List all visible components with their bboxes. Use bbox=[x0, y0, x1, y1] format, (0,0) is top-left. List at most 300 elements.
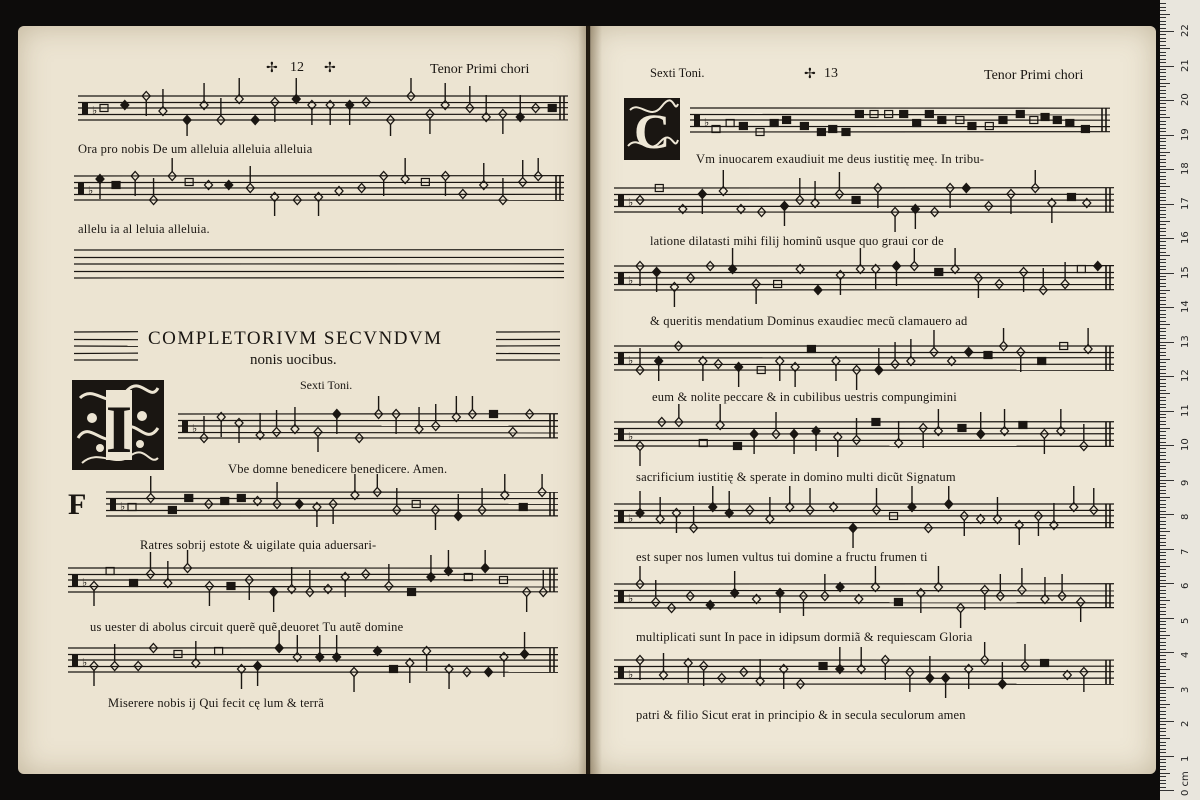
ruler-tick bbox=[1160, 580, 1166, 581]
ruler-label: 20 bbox=[1180, 93, 1191, 106]
ruler-tick bbox=[1160, 521, 1166, 522]
page-number-right: 13 bbox=[824, 66, 838, 81]
ruler-tick bbox=[1160, 128, 1166, 129]
measuring-ruler bbox=[1160, 0, 1200, 800]
svg-text:♭: ♭ bbox=[92, 105, 98, 117]
ruler-label: 15 bbox=[1180, 265, 1191, 279]
ruler-tick bbox=[1160, 555, 1166, 556]
ruler-tick bbox=[1160, 210, 1166, 211]
ruler-tick bbox=[1160, 424, 1166, 425]
ruler-tick bbox=[1160, 390, 1166, 391]
lyric-line-left-1: Ora pro nobis De um alleluia alleluia alleluia bbox=[78, 142, 313, 156]
svg-text:♭: ♭ bbox=[628, 593, 634, 605]
open-book bbox=[18, 26, 1156, 778]
ruler-tick bbox=[1160, 193, 1166, 194]
svg-text:♭: ♭ bbox=[628, 431, 634, 443]
page-number-left-ornament-2: ✢ bbox=[324, 61, 336, 76]
ruler-tick bbox=[1160, 762, 1166, 763]
ruler-tick bbox=[1160, 103, 1166, 104]
ruler-tick bbox=[1160, 335, 1166, 336]
ruler-tick bbox=[1160, 190, 1166, 191]
ruler-tick bbox=[1160, 231, 1166, 232]
ruler-tick bbox=[1160, 600, 1170, 601]
ruler-tick bbox=[1160, 514, 1174, 515]
ruler-tick bbox=[1160, 3, 1166, 4]
ruler-tick bbox=[1160, 704, 1170, 705]
ruler-tick bbox=[1160, 283, 1166, 284]
book-gutter bbox=[578, 26, 602, 774]
ruler-tick bbox=[1160, 417, 1166, 418]
svg-text:♭: ♭ bbox=[82, 657, 88, 669]
svg-text:♭: ♭ bbox=[628, 513, 634, 525]
decorative-rules-right bbox=[496, 326, 560, 364]
ruler-tick bbox=[1160, 659, 1166, 660]
ruler-tick bbox=[1160, 121, 1166, 122]
ruler-tick bbox=[1160, 490, 1166, 491]
ruler-tick bbox=[1160, 466, 1166, 467]
ruler-tick bbox=[1160, 52, 1166, 53]
svg-text:♭: ♭ bbox=[192, 423, 198, 435]
ruler-label: 12 bbox=[1180, 369, 1191, 382]
ruler-tick bbox=[1160, 328, 1166, 329]
ruler-tick bbox=[1160, 28, 1166, 29]
ruler-tick bbox=[1160, 300, 1166, 301]
ruler-tick bbox=[1160, 687, 1174, 688]
initial-letter-C: C bbox=[633, 103, 671, 159]
ruler-tick bbox=[1160, 680, 1166, 681]
staff-left-1 bbox=[78, 78, 568, 138]
ruler-label: 16 bbox=[1180, 231, 1191, 244]
svg-text:♭: ♭ bbox=[120, 501, 126, 513]
right-page bbox=[590, 26, 1156, 774]
ruler-tick bbox=[1160, 735, 1166, 736]
ruler-tick bbox=[1160, 110, 1166, 111]
ruler-tick bbox=[1160, 524, 1166, 525]
ruler-tick bbox=[1160, 462, 1170, 463]
ruler-tick bbox=[1160, 86, 1166, 87]
ruler-label: 8 bbox=[1180, 513, 1191, 520]
ruler-tick bbox=[1160, 583, 1174, 584]
ruler-tick bbox=[1160, 273, 1174, 274]
ruler-tick bbox=[1160, 135, 1174, 136]
staff-right-2 bbox=[614, 170, 1114, 234]
ruler-label: 1 bbox=[1180, 755, 1191, 762]
initial-letter-F: F bbox=[68, 488, 87, 521]
ruler-tick bbox=[1160, 400, 1166, 401]
ruler-tick bbox=[1160, 148, 1166, 149]
lyric-line-right-3: & queritis mendatium Dominus exaudiec mecũ clamauero ad bbox=[650, 314, 968, 328]
ruler-tick bbox=[1160, 348, 1166, 349]
lyric-line-right-2: latione dilatasti mihi filij hominũ usque quo graui cor de bbox=[650, 234, 944, 248]
ruler-tick bbox=[1160, 166, 1166, 167]
ruler-tick bbox=[1160, 221, 1170, 222]
ruler-label: 19 bbox=[1180, 127, 1191, 141]
ruler-tick bbox=[1160, 542, 1166, 543]
ruler-tick bbox=[1160, 10, 1166, 11]
ruler-tick bbox=[1160, 207, 1166, 208]
ruler-tick bbox=[1160, 652, 1174, 653]
ruler-tick bbox=[1160, 452, 1166, 453]
ruler-tick bbox=[1160, 504, 1166, 505]
ruler-tick bbox=[1160, 59, 1166, 60]
ruler-tick bbox=[1160, 393, 1170, 394]
ruler-tick bbox=[1160, 649, 1166, 650]
staff-left-5 bbox=[68, 550, 558, 614]
ruler-tick bbox=[1160, 266, 1166, 267]
ruler-tick bbox=[1160, 576, 1166, 577]
ruler-tick bbox=[1160, 83, 1170, 84]
ruler-tick bbox=[1160, 711, 1166, 712]
ruler-tick bbox=[1160, 507, 1166, 508]
tone-label-left: Sexti Toni. bbox=[300, 378, 353, 392]
ruler-tick bbox=[1160, 718, 1166, 719]
ruler-label: 21 bbox=[1180, 58, 1191, 72]
ruler-tick bbox=[1160, 604, 1166, 605]
ruler-tick bbox=[1160, 379, 1166, 380]
running-head-right: Tenor Primi chori bbox=[984, 68, 1084, 83]
page-number-left: 12 bbox=[290, 60, 304, 75]
ruler-tick bbox=[1160, 359, 1170, 360]
ruler-tick bbox=[1160, 635, 1170, 636]
ruler-tick bbox=[1160, 752, 1166, 753]
left-page bbox=[18, 26, 586, 774]
ruler-label: 17 bbox=[1180, 196, 1191, 210]
ruler-tick bbox=[1160, 607, 1166, 608]
ruler-tick bbox=[1160, 304, 1166, 305]
ruler-tick bbox=[1160, 21, 1166, 22]
ruler-tick bbox=[1160, 731, 1166, 732]
lyric-line-right-6: est super nos lumen vultus tui domine a fructu frumen ti bbox=[636, 550, 928, 564]
ruler-tick bbox=[1160, 745, 1166, 746]
ruler-tick bbox=[1160, 469, 1166, 470]
ruler-tick bbox=[1160, 404, 1166, 405]
staff-right-3 bbox=[614, 248, 1114, 312]
ruler-tick bbox=[1160, 255, 1170, 256]
ruler-tick bbox=[1160, 559, 1166, 560]
ruler-tick bbox=[1160, 14, 1170, 15]
ruler-tick bbox=[1160, 631, 1166, 632]
initial-letter-I: I bbox=[105, 391, 133, 467]
ruler-tick bbox=[1160, 362, 1166, 363]
staff-left-3 bbox=[178, 396, 558, 456]
lyric-line-right-5: sacrificium iustitię & sperate in domino multi dicũt Signatum bbox=[636, 470, 956, 484]
ruler-tick bbox=[1160, 152, 1170, 153]
ruler-tick bbox=[1160, 724, 1166, 725]
ruler-label: 7 bbox=[1180, 548, 1191, 555]
ruler-label: 10 bbox=[1180, 438, 1191, 451]
staff-left-6 bbox=[68, 630, 558, 694]
ruler-tick bbox=[1160, 693, 1166, 694]
staff-right-4 bbox=[614, 328, 1114, 392]
ruler-tick bbox=[1160, 79, 1166, 80]
ruler-tick bbox=[1160, 138, 1166, 139]
ruler-tick bbox=[1160, 76, 1166, 77]
lyric-line-left-6: Miserere nobis ij Qui fecit cę lum & terrã bbox=[108, 696, 324, 710]
ruler-tick bbox=[1160, 342, 1174, 343]
ruler-label: 18 bbox=[1180, 162, 1191, 175]
ruler-tick bbox=[1160, 321, 1166, 322]
ruler-tick bbox=[1160, 114, 1166, 115]
svg-text:♭: ♭ bbox=[82, 577, 88, 589]
ruler-tick bbox=[1160, 159, 1166, 160]
ruler-tick bbox=[1160, 90, 1166, 91]
ruler-tick bbox=[1160, 397, 1166, 398]
lyric-line-right-4: eum & nolite peccare & in cubilibus uestris compungimini bbox=[652, 390, 957, 404]
ruler-tick bbox=[1160, 124, 1166, 125]
ruler-label: 13 bbox=[1180, 334, 1191, 348]
ruler-tick bbox=[1160, 445, 1174, 446]
ruler-tick bbox=[1160, 480, 1174, 481]
ruler-tick bbox=[1160, 428, 1170, 429]
ruler-tick bbox=[1160, 749, 1166, 750]
ruler-tick bbox=[1160, 728, 1166, 729]
ruler-tick bbox=[1160, 186, 1170, 187]
ruler-tick bbox=[1160, 293, 1166, 294]
ruler-tick bbox=[1160, 566, 1170, 567]
ruler-unit-label: 0 cm bbox=[1180, 771, 1191, 796]
ruler-label: 6 bbox=[1180, 582, 1191, 589]
ruler-tick bbox=[1160, 72, 1166, 73]
ruler-tick bbox=[1160, 666, 1166, 667]
section-subtitle: nonis uocibus. bbox=[250, 352, 337, 368]
ruler-tick bbox=[1160, 697, 1166, 698]
ruler-tick bbox=[1160, 241, 1166, 242]
ruler-tick bbox=[1160, 279, 1166, 280]
ruler-tick bbox=[1160, 345, 1166, 346]
svg-text:♭: ♭ bbox=[88, 185, 94, 197]
staff-left-empty bbox=[74, 242, 564, 292]
ruler-label: 14 bbox=[1180, 300, 1191, 313]
ruler-tick bbox=[1160, 683, 1166, 684]
ruler-tick bbox=[1160, 624, 1166, 625]
ruler-tick bbox=[1160, 317, 1166, 318]
ruler-tick bbox=[1160, 214, 1166, 215]
ruler-tick bbox=[1160, 366, 1166, 367]
ruler-tick bbox=[1160, 62, 1166, 63]
ruler-tick bbox=[1160, 286, 1166, 287]
ruler-tick bbox=[1160, 756, 1174, 757]
ruler-tick bbox=[1160, 407, 1166, 408]
ruler-tick bbox=[1160, 386, 1166, 387]
staff-left-4 bbox=[106, 474, 558, 534]
ruler-tick bbox=[1160, 259, 1166, 260]
ruler-tick bbox=[1160, 638, 1166, 639]
ruler-tick bbox=[1160, 38, 1166, 39]
ruler-tick bbox=[1160, 738, 1170, 739]
section-title: COMPLETORIVM SECVNDVM bbox=[148, 328, 443, 349]
ruler-tick bbox=[1160, 776, 1166, 777]
ruler-tick bbox=[1160, 528, 1166, 529]
ruler-tick bbox=[1160, 7, 1166, 8]
ruler-tick bbox=[1160, 787, 1166, 788]
ruler-tick bbox=[1160, 448, 1166, 449]
page-number-right-ornament: ✢ bbox=[804, 67, 816, 82]
ruler-tick bbox=[1160, 690, 1166, 691]
ruler-tick bbox=[1160, 338, 1166, 339]
lyric-line-right-8: patri & filio Sicut erat in principio & in secula seculorum amen bbox=[636, 708, 966, 722]
ruler-label: 5 bbox=[1180, 617, 1191, 624]
staff-right-8 bbox=[614, 642, 1114, 706]
page-number-left-ornament: ✢ bbox=[266, 61, 278, 76]
ruler-tick bbox=[1160, 486, 1166, 487]
ruler-tick bbox=[1160, 176, 1166, 177]
ruler-tick bbox=[1160, 545, 1166, 546]
ruler-tick bbox=[1160, 217, 1166, 218]
ruler-tick bbox=[1160, 314, 1166, 315]
ruler-tick bbox=[1160, 618, 1174, 619]
ruler-tick bbox=[1160, 431, 1166, 432]
ruler-tick bbox=[1160, 48, 1170, 49]
ruler-tick bbox=[1160, 759, 1166, 760]
ruler-tick bbox=[1160, 442, 1166, 443]
ruler-tick bbox=[1160, 597, 1166, 598]
ruler-tick bbox=[1160, 238, 1174, 239]
svg-text:♭: ♭ bbox=[628, 669, 634, 681]
ruler-tick bbox=[1160, 517, 1166, 518]
staff-right-7 bbox=[614, 566, 1114, 630]
ruler-tick bbox=[1160, 655, 1166, 656]
ruler-tick bbox=[1160, 131, 1166, 132]
ruler-tick bbox=[1160, 31, 1174, 32]
ruler-tick bbox=[1160, 435, 1166, 436]
decorated-initial-left bbox=[70, 378, 166, 472]
ruler-tick bbox=[1160, 145, 1166, 146]
ruler-tick bbox=[1160, 473, 1166, 474]
lyric-line-left-2: allelu ia al leluia alleluia. bbox=[78, 222, 210, 236]
ruler-tick bbox=[1160, 493, 1166, 494]
ruler-tick bbox=[1160, 455, 1166, 456]
decorative-rules-left bbox=[74, 326, 138, 364]
ruler-tick bbox=[1160, 773, 1170, 774]
ruler-tick bbox=[1160, 590, 1166, 591]
ruler-tick bbox=[1160, 538, 1166, 539]
svg-text:♭: ♭ bbox=[628, 275, 634, 287]
ruler-tick bbox=[1160, 204, 1174, 205]
staff-left-2 bbox=[74, 158, 564, 218]
ruler-tick bbox=[1160, 355, 1166, 356]
ruler-tick bbox=[1160, 297, 1166, 298]
ruler-label: 9 bbox=[1180, 479, 1191, 486]
ruler-tick bbox=[1160, 97, 1166, 98]
ruler-tick bbox=[1160, 324, 1170, 325]
ruler-tick bbox=[1160, 549, 1174, 550]
running-head-left: Tenor Primi chori bbox=[430, 62, 530, 77]
ruler-tick bbox=[1160, 483, 1166, 484]
ruler-tick bbox=[1160, 228, 1166, 229]
ruler-tick bbox=[1160, 414, 1166, 415]
staff-right-5 bbox=[614, 404, 1114, 468]
ruler-tick bbox=[1160, 183, 1166, 184]
ruler-label: 3 bbox=[1180, 686, 1191, 693]
ruler-tick bbox=[1160, 45, 1166, 46]
ruler-tick bbox=[1160, 307, 1174, 308]
ruler-tick bbox=[1160, 500, 1166, 501]
ruler-tick bbox=[1160, 200, 1166, 201]
ruler-tick bbox=[1160, 269, 1166, 270]
lyric-line-left-4: Ratres sobrij estote & uigilate quia aduersari- bbox=[140, 538, 377, 552]
ruler-tick bbox=[1160, 245, 1166, 246]
ruler-label: 22 bbox=[1180, 24, 1191, 37]
ruler-tick bbox=[1160, 707, 1166, 708]
ruler-tick bbox=[1160, 331, 1166, 332]
ruler-tick bbox=[1160, 573, 1166, 574]
ruler-tick bbox=[1160, 621, 1166, 622]
ruler-tick bbox=[1160, 376, 1174, 377]
ruler-label: 11 bbox=[1180, 403, 1191, 417]
lyric-line-right-7: multiplicati sunt In pace in idipsum dormiã & requiescam Gloria bbox=[636, 630, 973, 644]
ruler-tick bbox=[1160, 107, 1166, 108]
ruler-tick bbox=[1160, 535, 1166, 536]
ruler-label: 4 bbox=[1180, 651, 1191, 658]
ruler-tick bbox=[1160, 155, 1166, 156]
ruler-tick bbox=[1160, 34, 1166, 35]
ruler-tick bbox=[1160, 511, 1166, 512]
ruler-tick bbox=[1160, 235, 1166, 236]
ruler-tick bbox=[1160, 714, 1166, 715]
ruler-tick bbox=[1160, 93, 1166, 94]
ruler-tick bbox=[1160, 742, 1166, 743]
ruler-tick bbox=[1160, 552, 1166, 553]
ruler-tick bbox=[1160, 55, 1166, 56]
lyric-line-left-3: Vbe domne benedicere benedicere. Amen. bbox=[228, 462, 448, 476]
ruler-tick bbox=[1160, 669, 1170, 670]
ruler-tick bbox=[1160, 411, 1174, 412]
ruler-label: 2 bbox=[1180, 720, 1191, 727]
ruler-tick bbox=[1160, 369, 1166, 370]
ruler-tick bbox=[1160, 438, 1166, 439]
ruler-tick bbox=[1160, 69, 1166, 70]
ruler-tick bbox=[1160, 562, 1166, 563]
ruler-tick bbox=[1160, 476, 1166, 477]
ruler-tick bbox=[1160, 766, 1166, 767]
lyric-line-right-1: Vm inuocarem exaudiuit me deus iustitię meę. In tribu- bbox=[696, 152, 985, 166]
staff-right-6 bbox=[614, 486, 1114, 550]
ruler-tick bbox=[1160, 383, 1166, 384]
staff-right-1 bbox=[690, 94, 1110, 150]
ruler-tick bbox=[1160, 611, 1166, 612]
ruler-tick bbox=[1160, 373, 1166, 374]
ruler-tick bbox=[1160, 262, 1166, 263]
ruler-tick bbox=[1160, 790, 1174, 791]
ruler-tick bbox=[1160, 41, 1166, 42]
ruler-tick bbox=[1160, 197, 1166, 198]
ruler-tick bbox=[1160, 531, 1170, 532]
ruler-tick bbox=[1160, 162, 1166, 163]
ruler-tick bbox=[1160, 569, 1166, 570]
ruler-tick bbox=[1160, 179, 1166, 180]
ruler-tick bbox=[1160, 276, 1166, 277]
ruler-tick bbox=[1160, 66, 1174, 67]
ruler-tick bbox=[1160, 628, 1166, 629]
ruler-tick bbox=[1160, 248, 1166, 249]
ruler-tick bbox=[1160, 769, 1166, 770]
ruler-tick bbox=[1160, 586, 1166, 587]
ruler-tick bbox=[1160, 352, 1166, 353]
ruler-tick bbox=[1160, 24, 1166, 25]
ruler-tick bbox=[1160, 290, 1170, 291]
ruler-tick bbox=[1160, 421, 1166, 422]
svg-text:♭: ♭ bbox=[628, 197, 634, 209]
lyric-line-left-5: us uester di abolus circuit querẽ quẽ deuoret Tu autẽ domine bbox=[90, 620, 404, 634]
ruler-tick bbox=[1160, 497, 1170, 498]
ruler-tick bbox=[1160, 700, 1166, 701]
decorated-initial-right bbox=[622, 96, 682, 162]
ruler-tick bbox=[1160, 141, 1166, 142]
ruler-tick bbox=[1160, 645, 1166, 646]
ruler-tick bbox=[1160, 642, 1166, 643]
ruler-tick bbox=[1160, 783, 1166, 784]
ruler-tick bbox=[1160, 780, 1166, 781]
